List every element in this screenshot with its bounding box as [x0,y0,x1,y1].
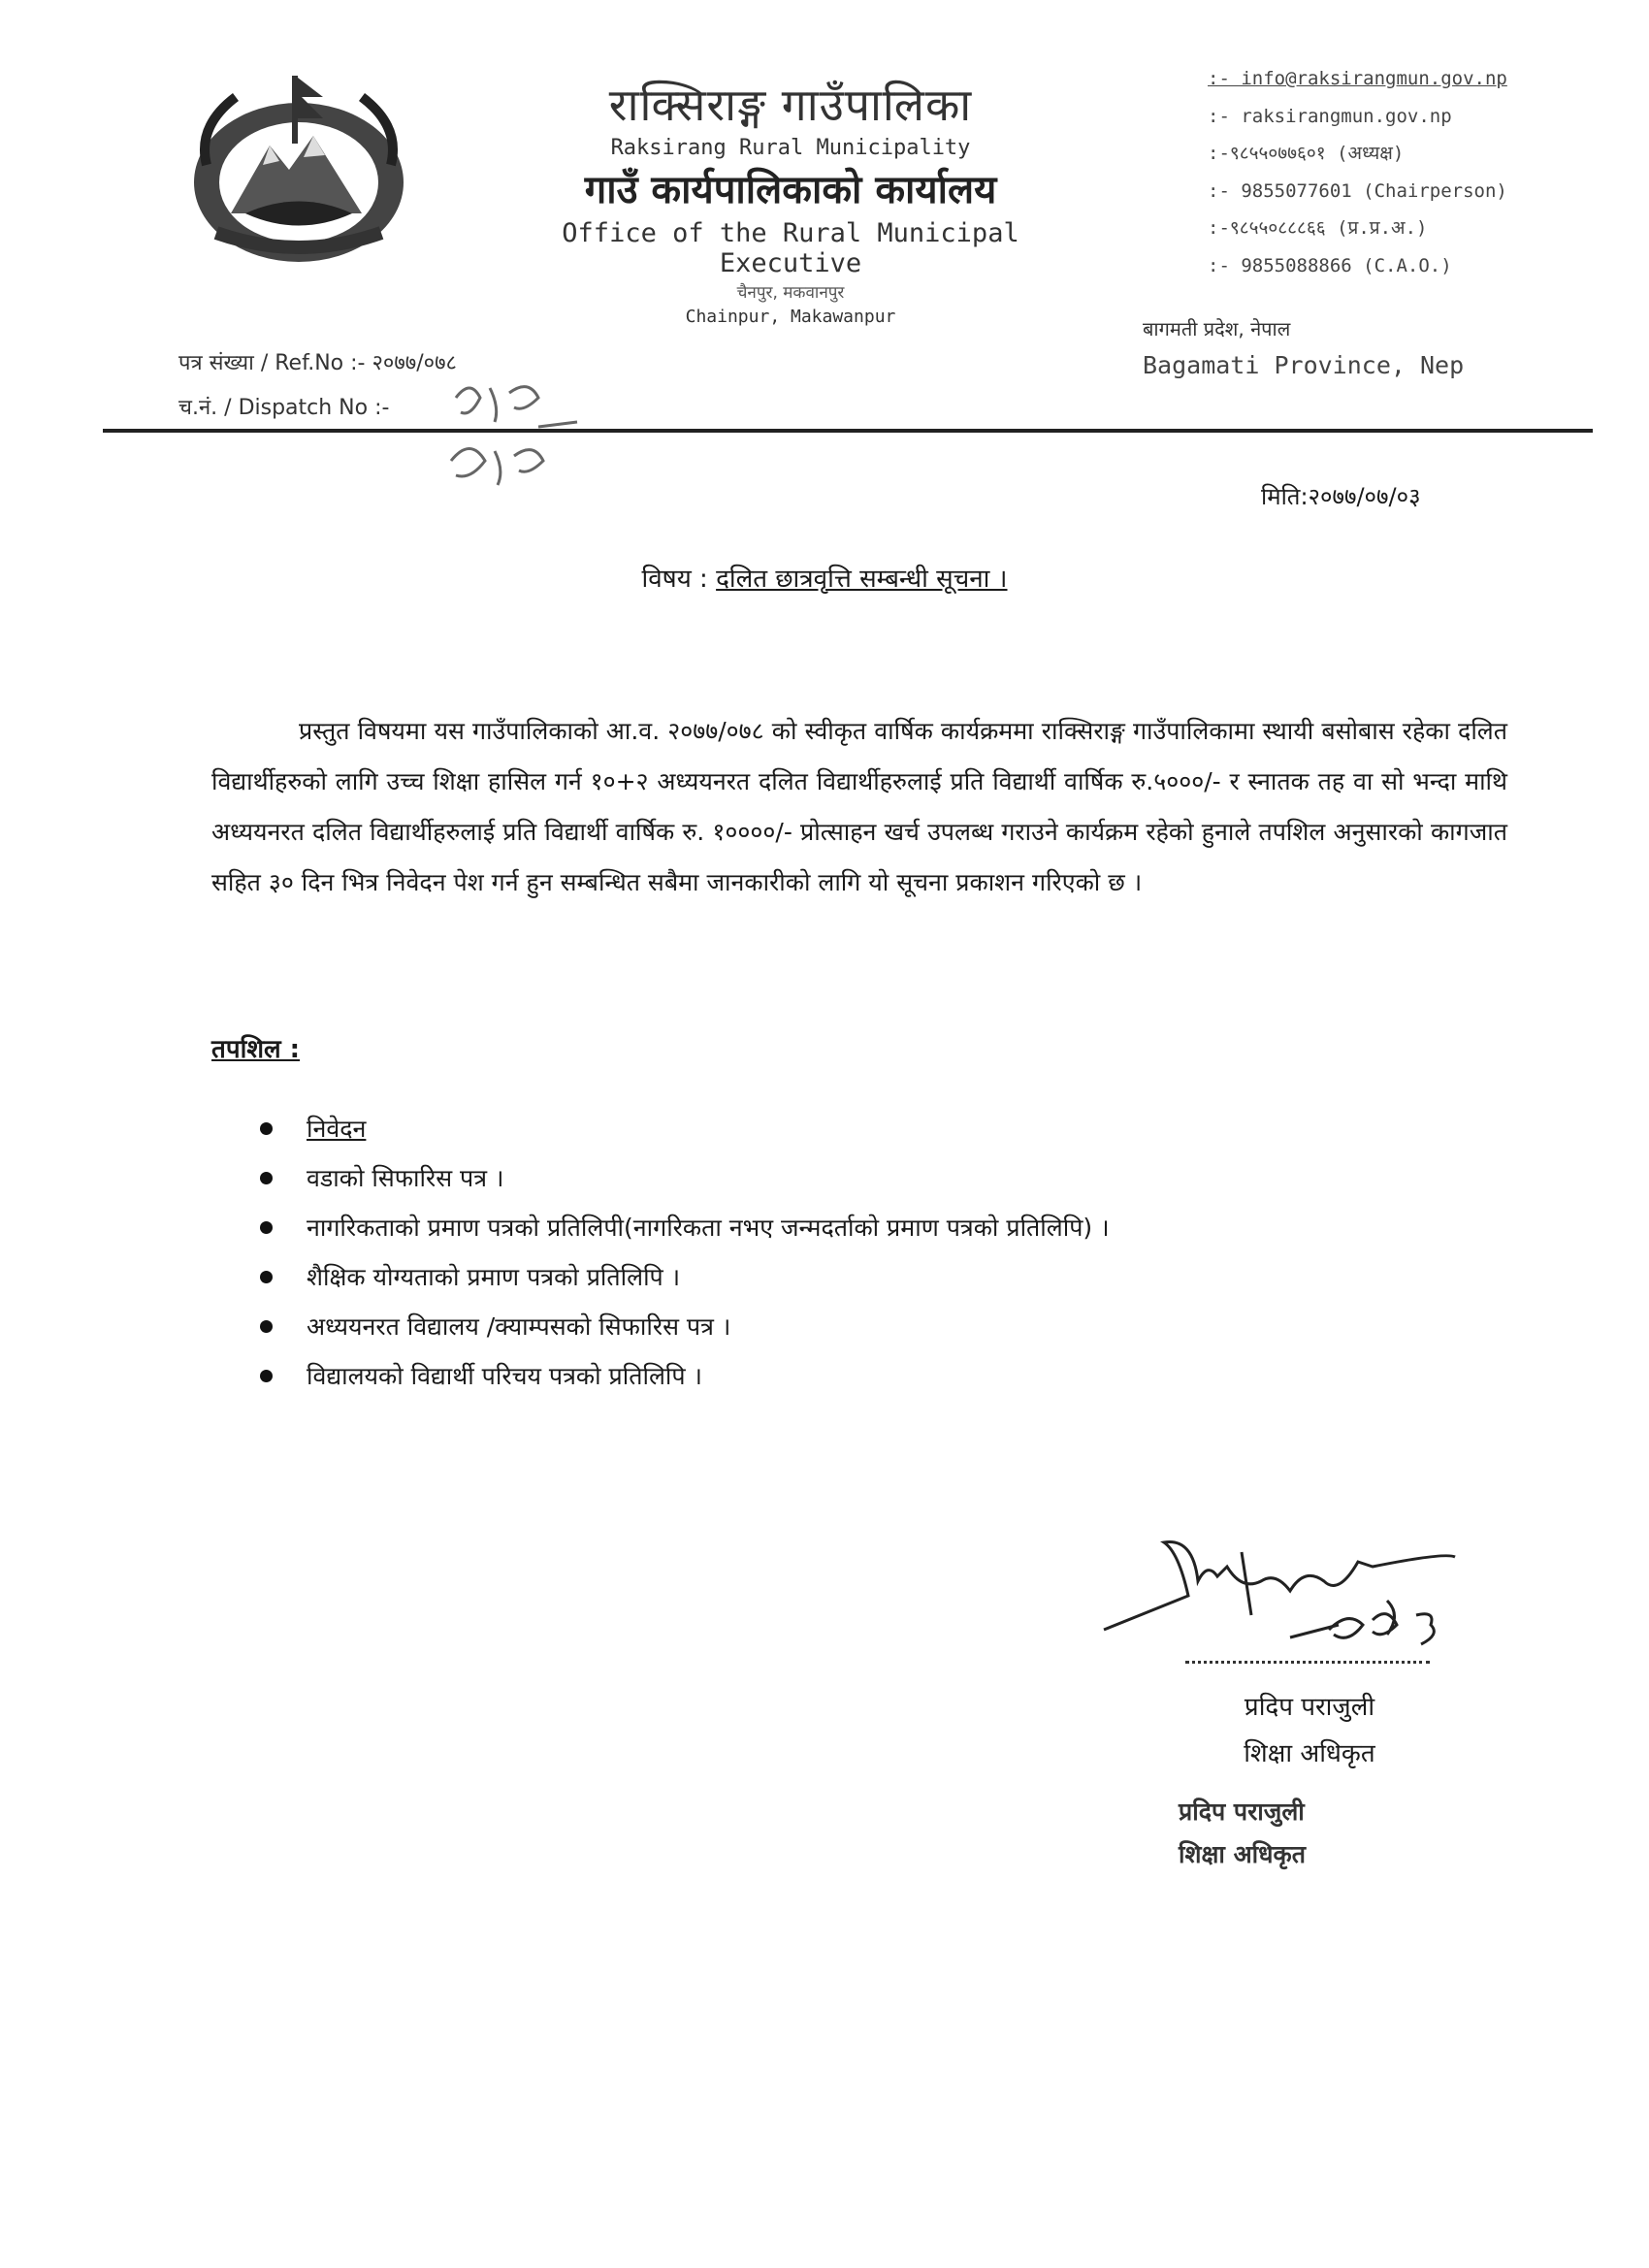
municipality-name-en: Raksirang Rural Municipality [610,136,971,160]
stamp-title: शिक्षा अधिकृत [1179,1840,1306,1868]
bullet-icon [260,1271,273,1283]
handwritten-signature [1096,1523,1465,1659]
bullet-icon [260,1221,273,1234]
list-item: शैक्षिक योग्यताको प्रमाण पत्रको प्रतिलिपि । [260,1252,1110,1302]
signatory-name: प्रदिप पराजुली [1244,1693,1375,1722]
reference-block [178,341,457,431]
signatory-title: शिक्षा अधिकृत [1244,1739,1375,1768]
contact-phone-np-cao: :-९८५५०८८८६६ (प्र.प्र.अ.) [1208,217,1428,239]
list-item: अध्ययनरत विद्यालय /क्याम्पसको सिफारिस पत्र । [260,1302,1110,1351]
province-np: बागमती प्रदेश, नेपाल [1143,317,1291,340]
tapashil-heading: तपशिल : [211,1035,301,1064]
name-stamp [1179,1791,1306,1876]
contact-website: :- raksirangmun.gov.np [1208,105,1452,127]
subject-text: दलित छात्रवृत्ति सम्बन्धी सूचना । [716,565,1008,594]
document-checklist [260,1104,1110,1401]
list-item: वडाको सिफारिस पत्र । [260,1153,1110,1203]
nepal-emblem-logo [178,68,420,267]
contact-email: :- info@raksirangmun.gov.np [1208,68,1507,89]
bullet-icon [260,1122,273,1135]
municipality-name-np: राक्सिराङ्ग गाउँपालिका [608,79,973,131]
office-name-np: गाउँ कार्यपालिकाको कार्यालय [584,168,997,212]
province-block [1143,315,1464,379]
province-en: Bagamati Province, Nep [1143,351,1465,379]
signatory-block [1106,1684,1513,1777]
bullet-icon [260,1370,273,1382]
letter-date: मिति:२०७७/०७/०३ [1261,483,1421,510]
office-name-en: Office of the Rural Municipal Executive [562,218,1019,278]
ref-number: पत्र संख्या / Ref.No :- २०७७/०७८ [178,351,457,375]
letterhead [485,78,1096,327]
contact-phone-chair: :- 9855077601 (Chairperson) [1208,179,1507,202]
address-np: चैनपुर, मकवानपुर [736,283,845,303]
stamp-name: प्रदिप पराजुली [1179,1798,1305,1826]
contact-phone-cao: :- 9855088866 (C.A.O.) [1208,254,1452,276]
contact-phone-np-chair: :-९८५५०७७६०१ (अध्यक्ष) [1208,143,1405,164]
notice-body: प्रस्तुत विषयमा यस गाउँपालिकाको आ.व. २०७७/०७८ को स्वीकृत वार्षिक कार्यक्रममा राक्सिराङ्ग गाउँपालिकामा स्थायी बसोबास रहेका दलित विद्यार्थीहरुको लागि उच्च शिक्षा हासिल गर्न १०+२ अध्ययनरत दलित विद्यार्थीहरुलाई प्रति विद्यार्थी वार्षिक रु.५०००/- र स्नातक तह वा सो भन्दा माथि अध्ययनरत दलित विद्यार्थीहरुलाई प्रति विद्यार्थी वार्षिक रु. १००००/- प्रोत्साहन खर्च उपलब्ध गराउने कार्यक्रम रहेको हुनाले तपशिल अनुसारको कागजात सहित ३० दिन भित्र निवेदन पेश गर्न हुन सम्बन्धित सबैमा जानकारीको लागि यो सूचना प्रकाशन गरिएको छ । [211,717,1507,896]
list-item: निवेदन [260,1104,1110,1153]
dispatch-number: च.नं. / Dispatch No :- [178,396,390,420]
bullet-icon [260,1320,273,1333]
subject-line [0,560,1649,595]
list-item: नागरिकताको प्रमाण पत्रको प्रतिलिपी(नागरिकता नभए जन्मदर्ताको प्रमाण पत्रको प्रतिलिपि) । [260,1203,1110,1252]
bullet-icon [260,1172,273,1184]
subject-label: विषय : [641,565,708,594]
address-en: Chainpur, Makawanpur [685,307,896,327]
header-divider [103,429,1593,433]
signature-line [1185,1661,1430,1664]
contact-list [1208,60,1507,284]
list-item: विद्यालयको विद्यार्थी परिचय पत्रको प्रतिलिपि । [260,1351,1110,1401]
